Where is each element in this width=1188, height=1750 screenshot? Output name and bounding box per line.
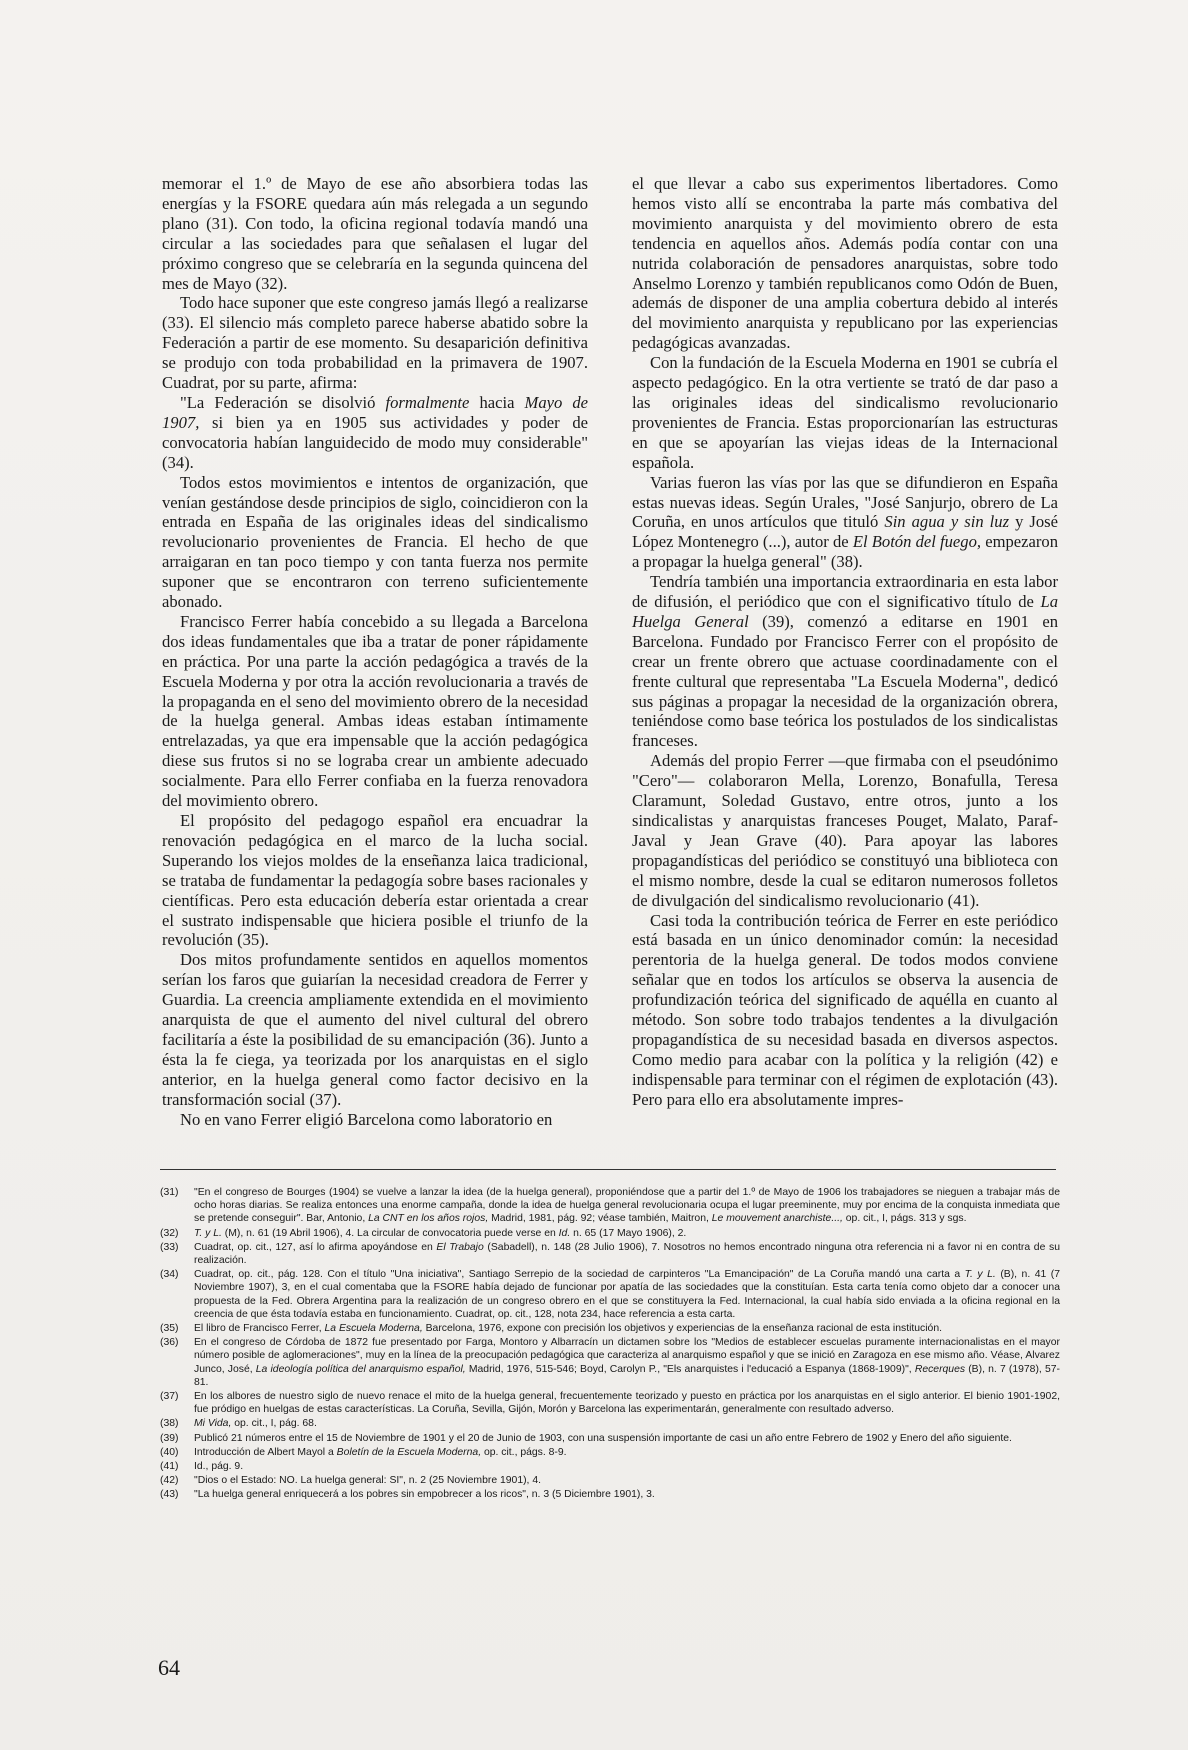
right-column-paragraph: el que llevar a cabo sus experimentos libertadores. Como hemos visto allí se encontraba la parte más combativa del movimiento anarquista y del movimiento obrero de esta tendencia en aquellos años. Además podía contar con una nutrida colaboración de pensadores anarquistas, sobre todo Anselmo Lorenzo y también republicanos como Odón de Buen, además de disponer de una amplia cobertura debido al interés del movimiento anarquista y republicano por las experiencias pedagógicas avanzadas. bbox=[632, 174, 1058, 353]
left-column-paragraph: Todos estos movimientos e intentos de organización, que venían gestándose desde principios de siglo, coincidieron con la entrada en España de las originales ideas del sindicalismo revolucionario provenientes de Francia. El hecho de que arraigaran en tan poco tiempo y con tanta fuerza nos permite suponer que se encontraron con terreno suficientemente abonado. bbox=[162, 472, 588, 612]
footnote bbox=[160, 1227, 1060, 1240]
right-column-paragraph: Con la fundación de la Escuela Moderna en 1901 se cubría el aspecto pedagógico. En la otra vertiente se trató de dar paso a las originales ideas del sindicalismo revolucionario provenientes de Francia. Estas proporcionarían las estructuras en que se apoyarían las viejas ideas de la Internacional española. bbox=[632, 353, 1058, 472]
right-column-paragraph: Tendría también una importancia extraordinaria en esta labor de difusión, el periódico que con el significativo título de La Huelga General (39), comenzó a editarse en 1901 en Barcelona. Fundado por Francisco Ferrer con el propósito de crear un frente obrero que actuase coordinadamente con el frente cultural que representaba "La Escuela Moderna", dedicó sus páginas a propagar la necesidad de la organización obrera, teniéndose como base teórica los postulados de los sindicalistas franceses. bbox=[632, 572, 1059, 751]
footnote-number: (40) bbox=[160, 1446, 179, 1458]
footnote bbox=[160, 1446, 1060, 1459]
footnote bbox=[160, 1268, 1060, 1321]
footnote-number: (39) bbox=[160, 1432, 179, 1444]
footnote bbox=[160, 1322, 1060, 1335]
footnote-text: "Dios o el Estado: NO. La huelga general: SI", n. 2 (25 Noviembre 1901), 4. bbox=[194, 1475, 541, 1487]
footnote-text: Id., pág. 9. bbox=[194, 1461, 244, 1473]
footnote-text: Cuadrat, op. cit., pág. 128. Con el título "Una iniciativa", Santiago Serrepio de la sociedad de carpinteros "La Emancipación" de La Coruña mandó una carta a T. y L. (B), n. 41 (7 Noviembre 1907), 3, en el cual comentaba que la FSORE había dejado de funcionar por apatía de las sociedades que la constituían. Esta carta tenía como objeto dar a conocer una propuesta de la Fed. Obrera Argentina para la realización de un congreso obrero en el que se constituyera la Fed. Internacional, la cual había sido enviada a la oficina regional en la creencia de que ésta todavía estaba en funcionamiento. Cuadrat, op. cit., 128, nota 234, hace referencia a esta carta. bbox=[194, 1269, 1061, 1320]
footnote-separator-rule bbox=[160, 1169, 1056, 1170]
left-column-paragraph: Dos mitos profundamente sentidos en aquellos momentos serían los faros que guiarían la necesidad creadora de Ferrer y Guardia. La creencia ampliamente extendida en el movimiento anarquista de que el aumento del nivel cultural del obrero facilitaría a éste la posibilidad de su emancipación (36). Junto a ésta la fe ciega, ya teorizada por los anarquistas en el siglo anterior, en la huelga general como factor decisivo en la transformación social (37). bbox=[162, 950, 588, 1109]
right-column-paragraph: Casi toda la contribución teórica de Ferrer en este periódico está basada en un único denominador común: la necesidad perentoria de la huelga general. De todos modos conviene señalar que en todos los artículos se observa la ausencia de profundización teórica del significado de aquélla en cuanto al método. Son sobre todo trabajos tendentes a la divulgación propagandística de su necesidad basada en diversos aspectos. Como medio para acabar con la política y la religión (42) e indispensable para terminar con el régimen de explotación (43). Pero para ello era absolutamente impres- bbox=[632, 910, 1058, 1109]
footnote-number: (35) bbox=[160, 1323, 179, 1335]
footnote-text: "La huelga general enriquecerá a los pobres sin empobrecer a los ricos", n. 3 (5 Diciembre 1901), 3. bbox=[194, 1489, 655, 1501]
footnote-text: T. y L. (M), n. 61 (19 Abril 1906), 4. La circular de convocatoria puede verse en Id. n. 65 (17 Mayo 1906), 2. bbox=[194, 1227, 687, 1239]
footnote bbox=[160, 1488, 1060, 1501]
left-column-paragraph: Todo hace suponer que este congreso jamás llegó a realizarse (33). El silencio más completo parece haberse abatido sobre la Federación a partir de ese momento. Su desaparición definitiva se produjo con toda probabilidad en la primavera de 1907. Cuadrat, por su parte, afirma: bbox=[162, 293, 588, 393]
footnote bbox=[160, 1460, 1060, 1473]
footnote-number: (37) bbox=[160, 1391, 179, 1403]
footnote-text: Cuadrat, op. cit., 127, así lo afirma apoyándose en El Trabajo (Sabadell), n. 148 (28 Julio 1906), 7. Nosotros no hemos encontrado ninguna otra referencia ni a favor ni en contra de su realización. bbox=[194, 1241, 1060, 1267]
left-column-paragraph: No en vano Ferrer eligió Barcelona como laboratorio en bbox=[180, 1109, 553, 1129]
footnote-text: Mi Vida, op. cit., I, pág. 68. bbox=[194, 1418, 317, 1430]
footnote-text: En los albores de nuestro siglo de nuevo renace el mito de la huelga general, frecuentemente teorizado y puesto en práctica por los anarquistas en el siglo anterior. El bienio 1901-1902, fue pródigo en huelgas de estas características. La Coruña, Sevilla, Gijón, Morón y Barcelona las experimentarán, generalmente con resultado adverso. bbox=[194, 1391, 1060, 1416]
left-text-column bbox=[162, 174, 588, 1130]
footnote bbox=[160, 1474, 1060, 1487]
footnote-number: (38) bbox=[160, 1418, 179, 1430]
footnote-number: (33) bbox=[160, 1241, 179, 1253]
footnote-text: Introducción de Albert Mayol a Boletín de la Escuela Moderna, op. cit., págs. 8-9. bbox=[194, 1446, 567, 1458]
footnote-number: (43) bbox=[160, 1489, 179, 1501]
footnote-number: (42) bbox=[160, 1475, 179, 1487]
right-column-paragraph: Además del propio Ferrer —que firmaba con el pseudónimo "Cero"— colaboraron Mella, Lorenzo, Bonafulla, Teresa Claramunt, Soledad Gustavo, entre otros, junto a los sindicalistas y anarquistas franceses Pouget, Malato, Paraf-Javal y Jean Grave (40). Para apoyar las labores propagandísticas del periódico se constituyó una biblioteca con el mismo nombre, desde la cual se editaron numerosos folletos de divulgación del sindicalismo revolucionario (41). bbox=[632, 751, 1058, 910]
footnotes bbox=[160, 1186, 1060, 1503]
footnote-text: "En el congreso de Bourges (1904) se vuelve a lanzar la idea (de la huelga general), proponiéndose que a partir del 1.º de Mayo de 1906 los trabajadores se nieguen a trabajar más de ocho horas diarias. Se realiza entonces una enorme campaña, donde la idea de huelga general revolucionaria ocupa el lugar preeminente, muy por encima de la conquista inmediata que se pretende conseguir". Bar, Antonio, La CNT en los años rojos, Madrid, 1981, pág. 92; véase también, Maitron, Le mouvement anarchiste..., op. cit., I, págs. 313 y sgs. bbox=[194, 1187, 1060, 1225]
left-column-paragraph: Francisco Ferrer había concebido a su llegada a Barcelona dos ideas fundamentales que iba a tratar de poner rápidamente en práctica. Por una parte la acción pedagógica a través de la Escuela Moderna y por otra la acción revolucionaria a través de la propaganda en el seno del movimiento obrero de la necesidad de la huelga general. Ambas ideas estaban íntimamente entrelazadas, ya que era impensable que la acción pedagógica diese sus frutos si no se lograba crear un ambiente adecuado socialmente. Para ello Ferrer confiaba en la fuerza renovadora del movimiento obrero. bbox=[162, 611, 588, 811]
footnote bbox=[160, 1186, 1060, 1226]
right-column-paragraph: Varias fueron las vías por las que se difundieron en España estas nuevas ideas. Según Urales, "José Sanjurjo, obrero de La Coruña, en unos artículos que tituló Sin agua y sin luz y José López Montenegro (...), autor de El Botón del fuego, empezaron a propagar la huelga general" (38). bbox=[632, 472, 1059, 572]
footnote-number: (32) bbox=[160, 1227, 179, 1239]
page-number: 64 bbox=[158, 1655, 180, 1680]
footnote-number: (36) bbox=[160, 1337, 179, 1349]
footnote-number: (34) bbox=[160, 1269, 179, 1281]
footnote bbox=[160, 1432, 1060, 1445]
footnote bbox=[160, 1336, 1060, 1389]
right-text-column bbox=[632, 174, 1058, 1110]
footnote bbox=[160, 1241, 1060, 1267]
footnote bbox=[160, 1390, 1060, 1416]
footnote-number: (31) bbox=[160, 1187, 179, 1198]
left-column-paragraph: memorar el 1.º de Mayo de ese año absorbiera todas las energías y la FSORE quedara aún más relegada a un segundo plano (31). Con todo, la oficina regional todavía mandó una circular a las sociedades para que señalasen el lugar del próximo congreso que se celebraría en la segunda quincena del mes de Mayo (32). bbox=[162, 174, 588, 293]
footnote-text: En el congreso de Córdoba de 1872 fue presentado por Farga, Montoro y Albarracín un dictamen sobre los "Medios de establecer escuelas puramente internacionalistas en el mayor número posible de aglomeraciones", muy en la línea de la preocupación pedagógica que caracteriza al anarquismo español y que se inició en Zaragoza en ese mismo año. Véase, Alvarez Junco, José, La ideología política del anarquismo español, Madrid, 1976, 515-546; Boyd, Carolyn P., "Els anarquistes i l'educació a Espanya (1868-1909)", Recerques (B), n. 7 (1978), 57-81. bbox=[194, 1337, 1060, 1388]
footnote-text: El libro de Francisco Ferrer, La Escuela Moderna, Barcelona, 1976, expone con precisión los objetivos y experiencias de la enseñanza racional de esta institución. bbox=[194, 1323, 942, 1335]
left-column-paragraph: "La Federación se disolvió formalmente hacia Mayo de 1907, si bien ya en 1905 sus actividades y poder de convocatoria habían languidecido de modo muy considerable" (34). bbox=[162, 392, 588, 472]
left-column-paragraph: El propósito del pedagogo español era encuadrar la renovación pedagógica en el marco de la lucha social. Superando los viejos moldes de la enseñanza laica tradicional, se trataba de fundamentar la pedagogía sobre bases racionales y científicas. Pero esta educación debería estar orientada a crear el sustrato indispensable que hiciera posible el triunfo de la revolución (35). bbox=[162, 811, 588, 950]
footnote-text: Publicó 21 números entre el 15 de Noviembre de 1901 y el 20 de Junio de 1903, con una suspensión importante de casi un año entre Febrero de 1902 y Enero del año siguiente. bbox=[194, 1432, 1012, 1444]
footnote-number: (41) bbox=[160, 1461, 179, 1473]
footnote bbox=[160, 1417, 1060, 1430]
